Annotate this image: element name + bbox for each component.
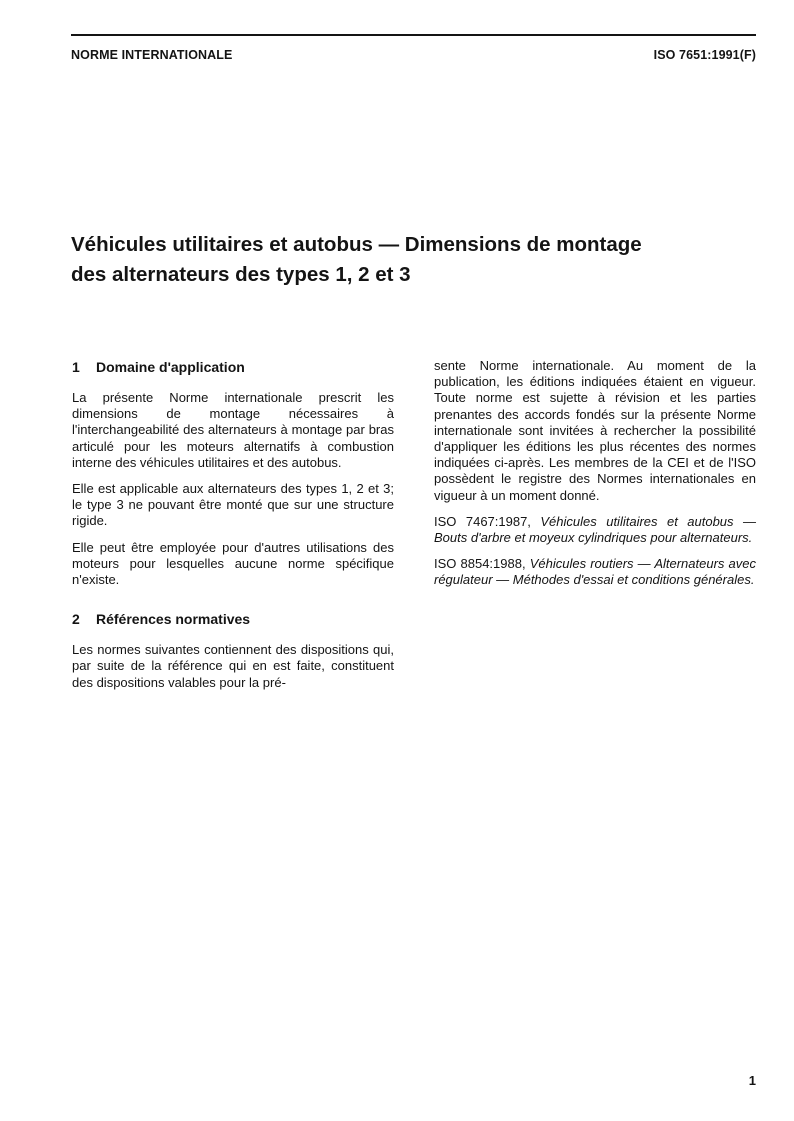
page-number: 1 [748, 1073, 756, 1088]
section-1-paragraph: La présente Norme internationale prescrit les dimensions de montage nécessaires à l'interchangeabilité des alternateurs à montage par bras articulé pour les moteurs alternatifs à combustion interne des véhicules utilitaires et des autobus. [72, 390, 394, 470]
document-title [71, 230, 761, 290]
section-2-intro-continued: sente Norme internationale. Au moment de la publication, les éditions indiquées étaient en vigueur. Toute norme est sujette à révision et les parties prenantes des accords fondés sur la présente Norme internationale sont invitées à rechercher la possibilité d'appliquer les éditions les plus récentes des normes indiquées ci-après. Les membres de la CEI et de l'ISO possèdent le registre des Normes internationales en vigueur à un moment donné. [434, 358, 756, 503]
reference-code: ISO 8854:1988, [434, 556, 526, 572]
normative-reference [434, 556, 756, 588]
section-1-paragraph: Elle est applicable aux alternateurs des types 1, 2 et 3; le type 3 ne pouvant être monté que sur une structure rigide. [72, 481, 394, 529]
section-1-heading [72, 358, 394, 376]
title-line-1: Véhicules utilitaires et autobus — Dimensions de montage [71, 233, 642, 256]
section-1-title: Domaine d'application [96, 359, 245, 375]
section-1-paragraph: Elle peut être employée pour d'autres utilisations des moteurs pour lesquelles aucune norme spécifique n'existe. [72, 539, 394, 588]
section-1-number: 1 [72, 359, 80, 375]
header-standard-number: ISO 7651:1991(F) [653, 48, 756, 62]
section-2-intro-start: Les normes suivantes contiennent des dispositions qui, par suite de la référence qui en est faite, constituent des dispositions valables pour la pré- [72, 642, 394, 690]
right-column [434, 358, 756, 599]
section-2-title: Références normatives [96, 611, 251, 628]
section-2-number: 2 [72, 611, 80, 628]
reference-title: Véhicules utilitaires et autobus — Bouts d'arbre et moyeux cylindriques pour alternateurs. [434, 513, 756, 546]
normative-reference [434, 514, 756, 546]
page-header [71, 34, 756, 62]
left-column [72, 358, 394, 701]
title-line-2: des alternateurs des types 1, 2 et 3 [71, 263, 411, 286]
section-2-heading [72, 610, 394, 628]
header-left-label: NORME INTERNATIONALE [71, 48, 233, 62]
reference-code: ISO 7467:1987, [434, 513, 531, 529]
reference-title: Véhicules routiers — Alternateurs avec régulateur — Méthodes d'essai et conditions générales. [434, 556, 756, 588]
